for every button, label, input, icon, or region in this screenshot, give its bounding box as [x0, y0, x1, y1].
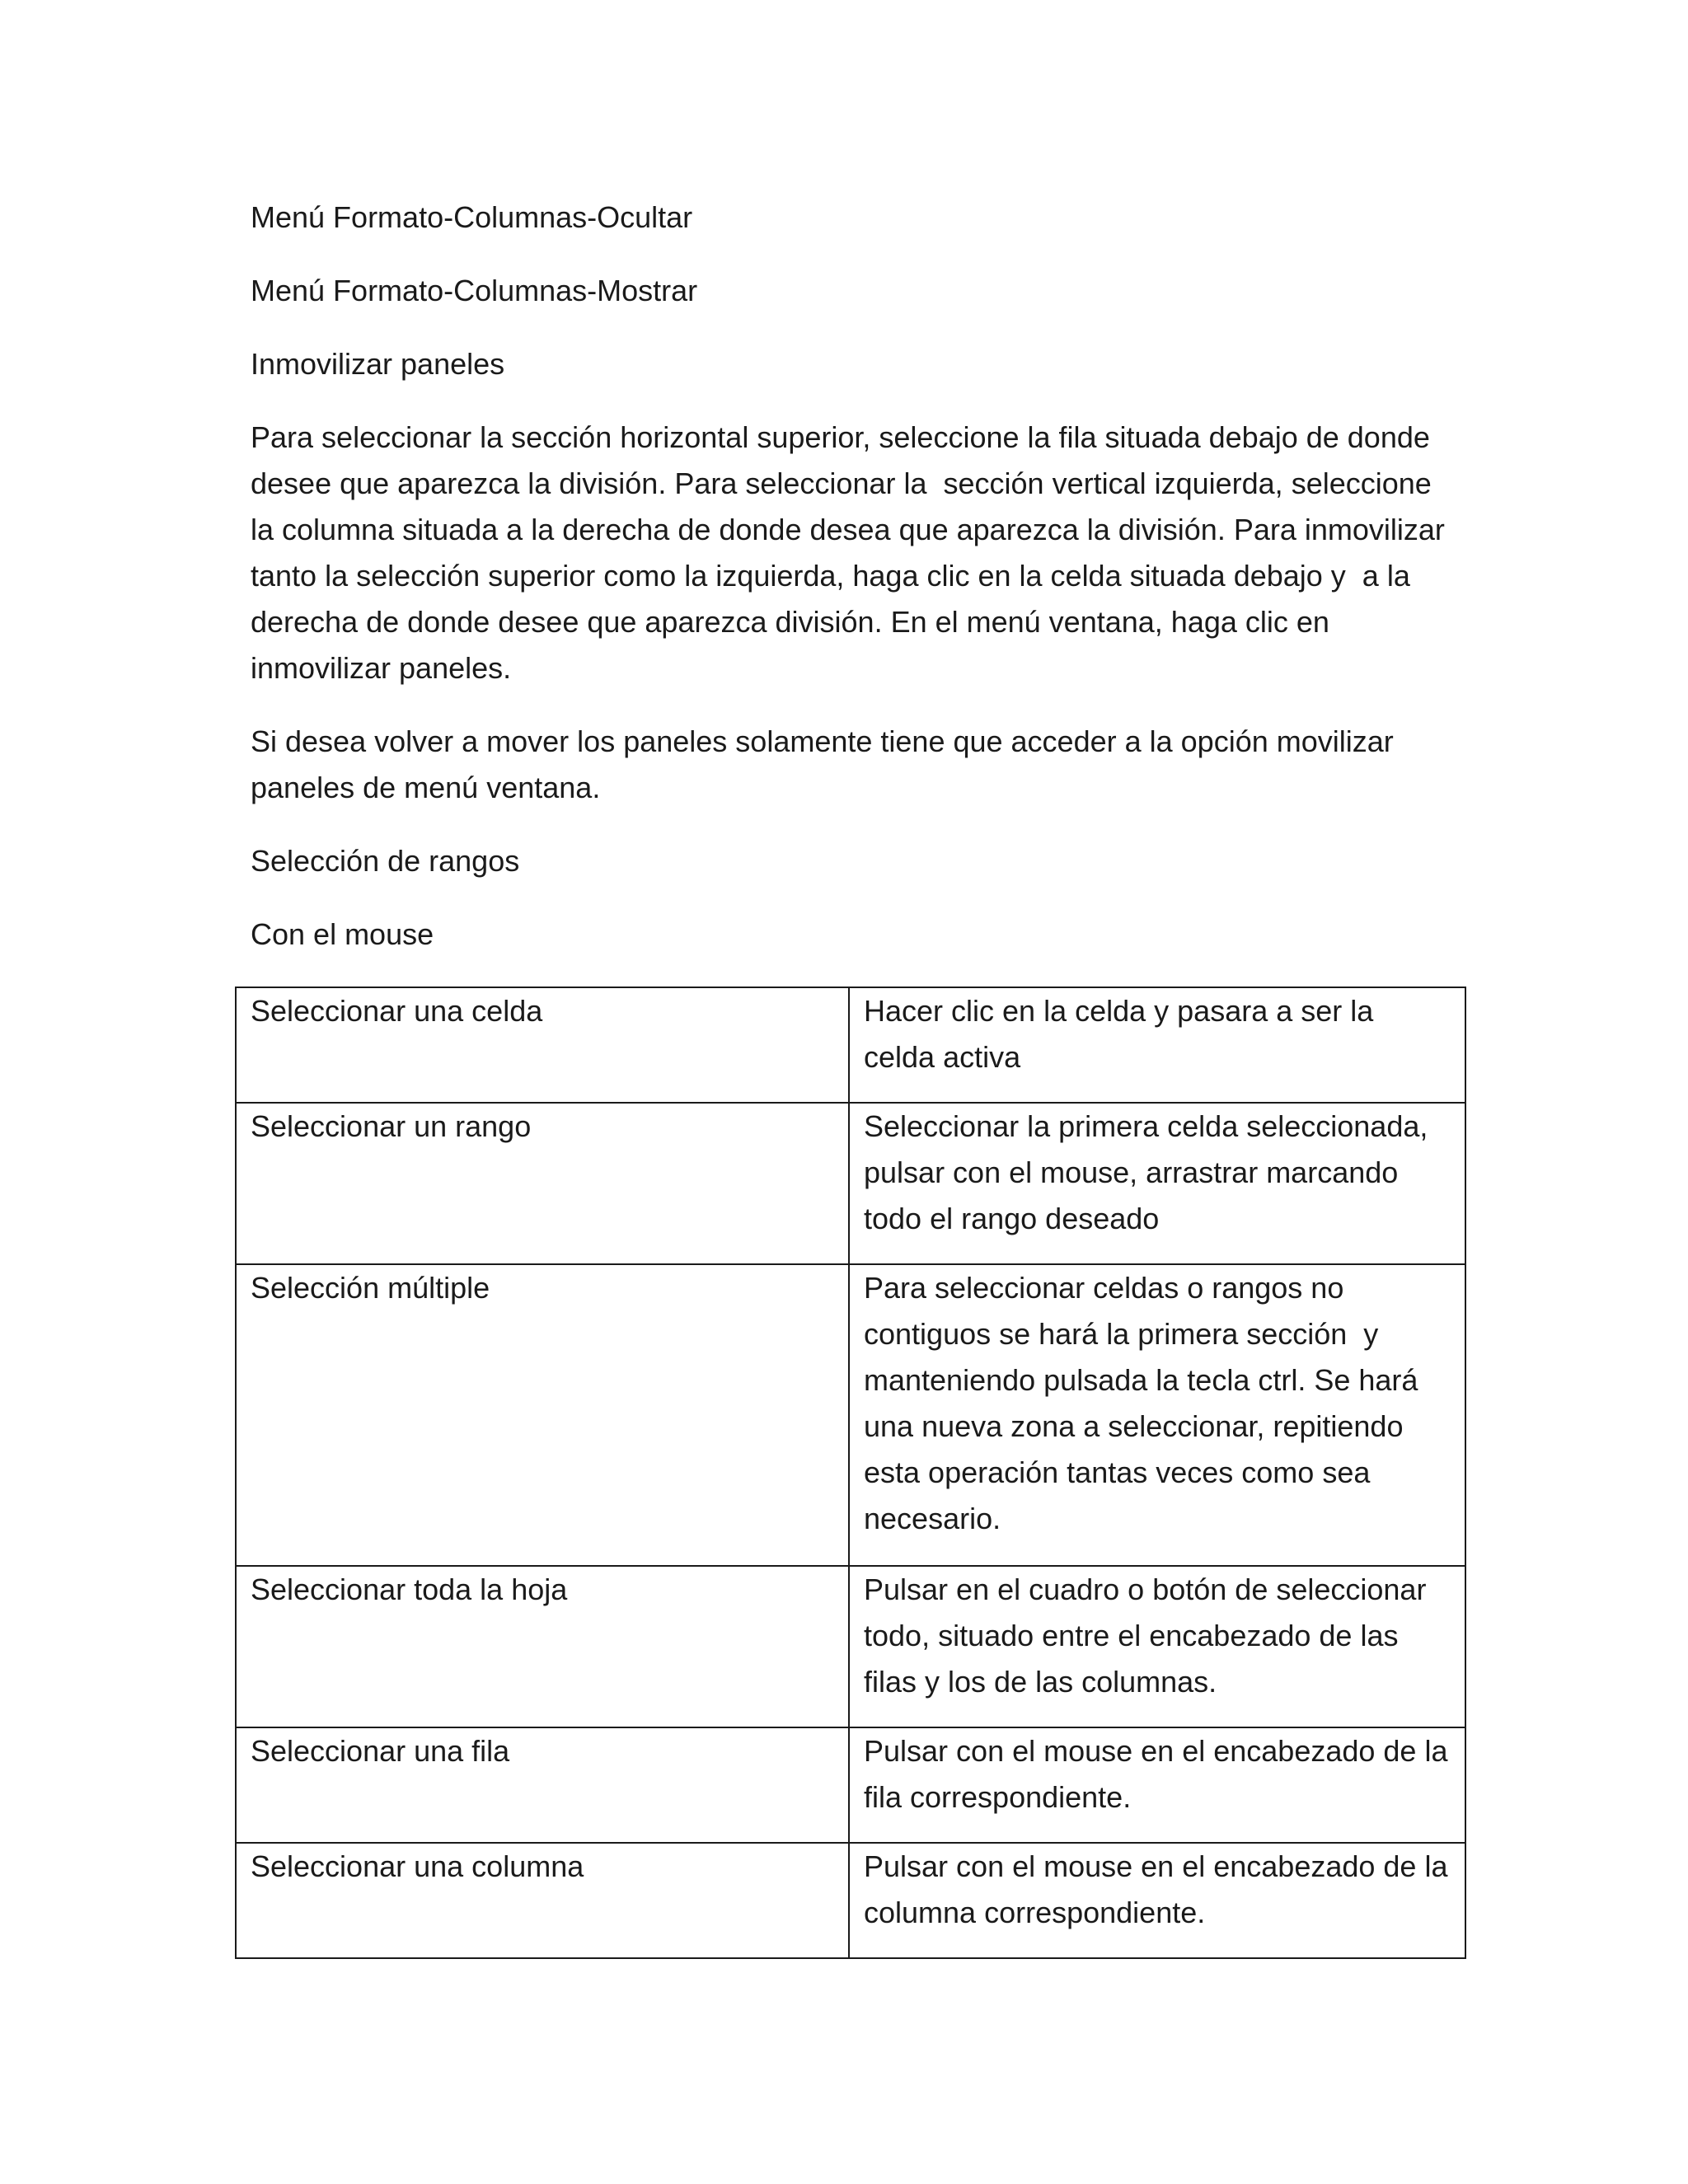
table-cell-description: Pulsar con el mouse en el encabezado de la fila correspondiente. [849, 1727, 1465, 1843]
table-row [236, 1103, 1465, 1264]
table-row [236, 1843, 1465, 1958]
table-cell-action: Seleccionar una celda [236, 987, 849, 1103]
paragraph-inmovilizar-instrucciones: Para seleccionar la sección horizontal superior, seleccione la fila situada debajo de donde desee que aparezca la división. Para seleccionar la sección vertical izquierda, seleccione la columna situada a la derecha de donde desea que aparezca la división. Para inmovilizar tanto la selección superior como la izquierda, haga clic en la celda situada debajo y a la derecha de donde desee que aparezca división. En el menú ventana, haga clic en inmovilizar paneles. [251, 420, 1461, 685]
table-cell-description: Pulsar en el cuadro o botón de seleccionar todo, situado entre el encabezado de las filas y los de las columnas. [849, 1566, 1465, 1727]
heading-seleccion-rangos: Selección de rangos [251, 844, 520, 878]
table-cell-description: Pulsar con el mouse en el encabezado de la columna correspondiente. [849, 1843, 1465, 1958]
heading-con-el-mouse: Con el mouse [251, 917, 434, 951]
table-row [236, 987, 1465, 1103]
table-cell-action: Seleccionar una columna [236, 1843, 849, 1958]
selection-table [235, 987, 1466, 1959]
document-body [251, 194, 1461, 985]
table-row [236, 1727, 1465, 1843]
table-cell-action: Seleccionar un rango [236, 1103, 849, 1264]
table-cell-action: Seleccionar toda la hoja [236, 1566, 849, 1727]
table-row [236, 1264, 1465, 1566]
table-cell-action: Selección múltiple [236, 1264, 849, 1566]
table-cell-description: Seleccionar la primera celda seleccionada, pulsar con el mouse, arrastrar marcando todo el rango deseado [849, 1103, 1465, 1264]
table-row [236, 1566, 1465, 1727]
paragraph-menu-mostrar: Menú Formato-Columnas-Mostrar [251, 274, 698, 307]
heading-inmovilizar-paneles: Inmovilizar paneles [251, 347, 505, 381]
table-cell-action: Seleccionar una fila [236, 1727, 849, 1843]
paragraph-movilizar-paneles: Si desea volver a mover los paneles solamente tiene que acceder a la opción movilizar paneles de menú ventana. [251, 724, 1402, 804]
paragraph-menu-ocultar: Menú Formato-Columnas-Ocultar [251, 200, 693, 234]
table-cell-description: Hacer clic en la celda y pasara a ser la celda activa [849, 987, 1465, 1103]
table-cell-description: Para seleccionar celdas o rangos no contiguos se hará la primera sección y manteniendo pulsada la tecla ctrl. Se hará una nueva zona a seleccionar, repitiendo esta operación tantas veces como sea necesario. [849, 1264, 1465, 1566]
